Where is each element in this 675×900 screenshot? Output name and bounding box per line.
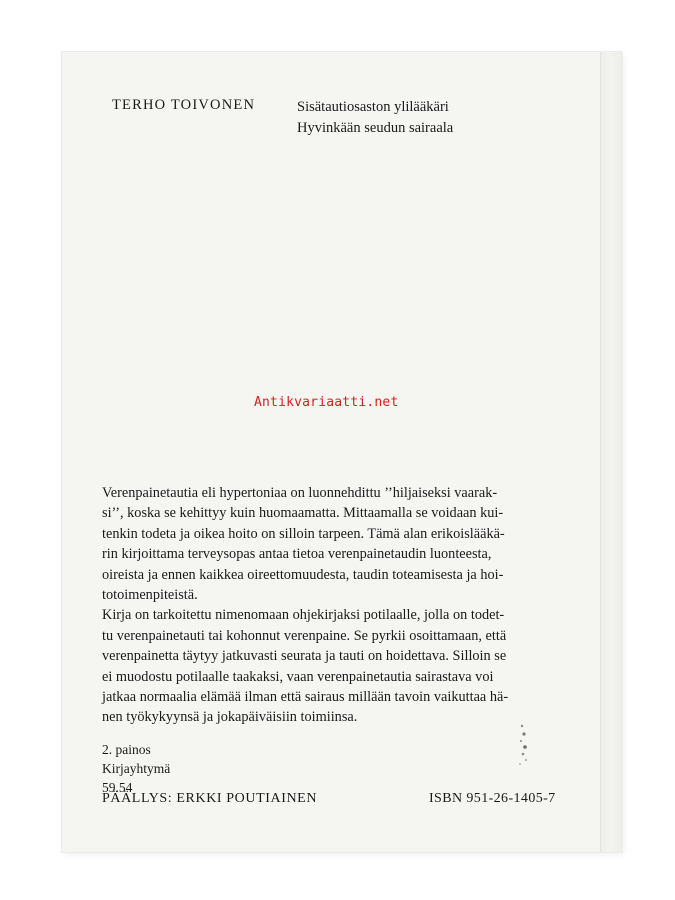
isbn-number: ISBN 951-26-1405-7 (429, 791, 556, 806)
cover-edge (600, 52, 623, 852)
description-line: si’’, koska se kehittyy kuin huomaamatta. Mittaamalla se voidaan kui- (102, 505, 504, 522)
description-line: verenpainetta täytyy jatkuvasti seurata ja tauti on hoidettava. Silloin se (102, 648, 507, 665)
description-line: totoimenpiteistä. (102, 587, 198, 604)
edition-info (102, 740, 170, 797)
book-description (102, 483, 588, 728)
affiliation-line-2: Hyvinkään seudun sairaala (297, 120, 454, 136)
watermark-text: Antikvariaatti.net (254, 395, 399, 410)
edition-number: 2. painos (102, 742, 151, 757)
description-line: oireista ja ennen kaikkea oireettomuudesta, taudin toteamisesta ja hoi- (102, 566, 504, 583)
author-affiliation (297, 97, 453, 139)
description-line: nen työkykyynsä ja jokapäiväisiin toimiinsa. (102, 709, 358, 726)
cover-designer: PÄÄLLYS: ERKKI POUTIAINEN (102, 791, 318, 806)
description-line: ei muodostu potilaalle taakaksi, vaan verenpainetautia sairastava voi (102, 668, 494, 685)
classification-code: 59.54 (102, 780, 133, 795)
description-line: tu verenpainetauti tai kohonnut verenpaine. Se pyrkii osoittamaan, että (102, 627, 507, 644)
description-line: tenkin todeta ja oikea hoito on silloin tarpeen. Tämä alan erikoislääkä- (102, 525, 505, 542)
description-line: rin kirjoittama terveysopas antaa tietoa verenpainetaudin luonteesta, (102, 546, 492, 563)
affiliation-line-1: Sisätautiosaston ylilääkäri (297, 99, 449, 115)
author-name: TERHO TOIVONEN (112, 97, 256, 113)
description-line: Verenpainetautia eli hypertoniaa on luonnehdittu ’’hiljaiseksi vaarak- (102, 485, 498, 501)
description-line: Kirja on tarkoitettu nimenomaan ohjekirjaksi potilaalle, jolla on todet- (102, 607, 505, 624)
stain-mark (514, 720, 532, 770)
publisher-name: Kirjayhtymä (102, 761, 171, 776)
book-back-cover (62, 52, 622, 852)
description-line: jatkaa normaalia elämää ilman että sairaus millään tavoin vaikuttaa hä- (102, 689, 509, 706)
